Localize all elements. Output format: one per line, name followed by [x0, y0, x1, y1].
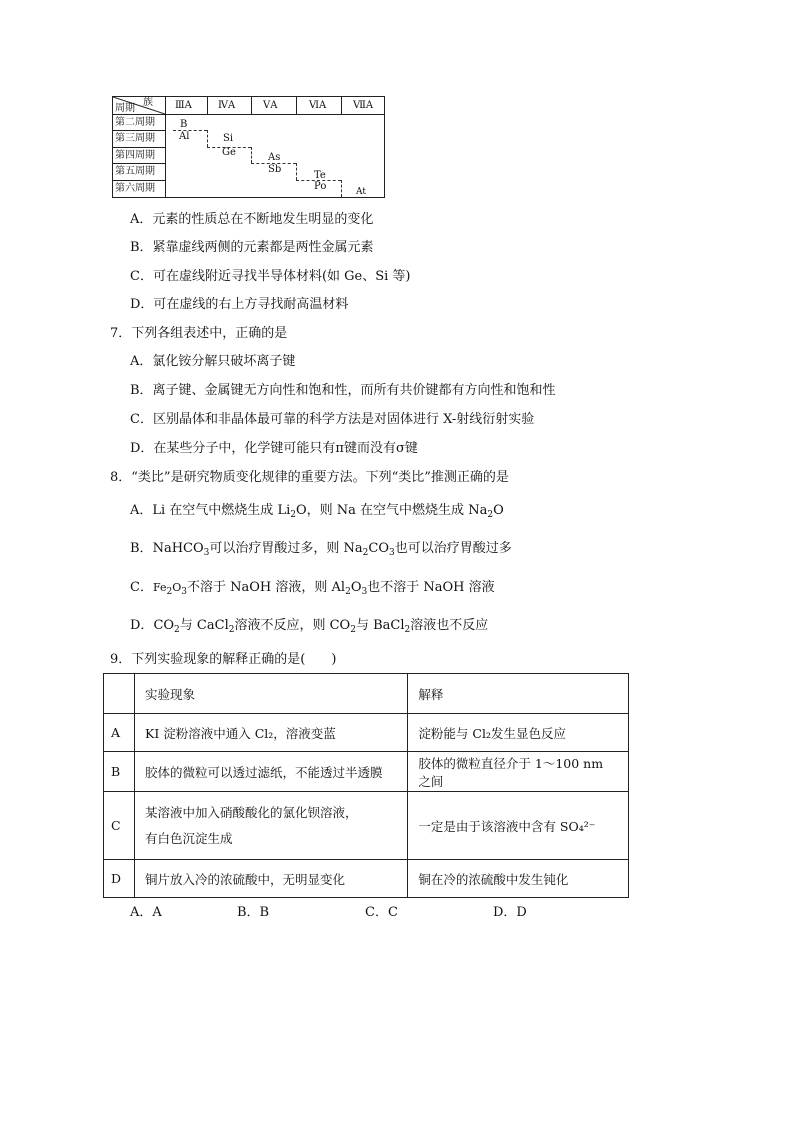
group-rule-2 — [251, 97, 252, 114]
boundary-dash — [207, 130, 208, 147]
table-row — [104, 714, 629, 752]
element-b: B — [180, 119, 188, 130]
q9-choice-a: A．A — [130, 905, 162, 920]
group-7a: ⅦA — [353, 100, 374, 111]
element-po: Po — [314, 181, 327, 192]
row-explanation: 一定是由于该溶液中含有 SO₄²⁻ — [408, 792, 629, 860]
q8-option-c: C．$Fe_2O_3$不溶于 NaOH 溶液，则 $Al_2O_3$也不溶于 NaOH 溶液 — [130, 580, 495, 597]
period-rule-2 — [113, 147, 165, 148]
element-at: At — [356, 187, 366, 197]
q7-stem: 7．下列各组表述中，正确的是 — [110, 326, 288, 341]
q7-option-c: C．区别晶体和非晶体最可靠的科学方法是对固体进行 X-射线衍射实验 — [130, 412, 535, 427]
element-ge: Ge — [222, 147, 236, 158]
period-rule-1 — [113, 130, 165, 131]
period-6: 第六周期 — [115, 183, 155, 194]
row-phenomenon: 某溶液中加入硝酸酸化的氯化钡溶液， 有白色沉淀生成 — [134, 792, 407, 860]
element-al: Al — [179, 131, 190, 142]
q9-choice-d: D．D — [493, 905, 527, 920]
header-rule — [113, 114, 384, 115]
period-2: 第二周期 — [115, 117, 155, 128]
row-label: C — [104, 792, 135, 860]
boundary-dash — [207, 147, 251, 148]
header-period-label: 周期 — [115, 103, 135, 114]
period-4: 第四周期 — [115, 150, 155, 161]
row-label: D — [104, 860, 135, 898]
q9-table — [103, 673, 629, 898]
q8-option-b: B．NaHCO$_3$可以治疗胃酸过多，则 $Na_2CO_3$也可以治疗胃酸过多 — [130, 541, 512, 558]
group-rule-4 — [341, 97, 342, 114]
q7-option-d: D．在某些分子中，化学键可能只有π键而没有σ键 — [130, 441, 418, 456]
header-cell-phenomenon: 实验现象 — [134, 674, 407, 714]
period-rule-3 — [113, 163, 165, 164]
group-rule-3 — [296, 97, 297, 114]
group-4a: ⅣA — [218, 100, 236, 111]
header-cell-explanation: 解释 — [408, 674, 629, 714]
period-rule-4 — [113, 180, 165, 181]
period-5: 第五周期 — [115, 166, 155, 177]
row-phenomenon: 铜片放入冷的浓硫酸中，无明显变化 — [134, 860, 407, 898]
boundary-dash — [341, 180, 342, 197]
boundary-dash — [251, 163, 296, 164]
q7-option-b: B．离子键、金属键无方向性和饱和性，而所有共价键都有方向性和饱和性 — [130, 383, 556, 398]
row-explanation: 胶体的微粒直径介于 1～100 nm 之间 — [408, 752, 629, 792]
q6-option-b: B．紧靠虚线两侧的元素都是两性金属元素 — [130, 240, 374, 255]
periodic-table-fragment — [112, 96, 385, 198]
q9-stem: 9．下列实验现象的解释正确的是( ) — [110, 652, 337, 667]
group-rule-1 — [207, 97, 208, 114]
row-label: B — [104, 752, 135, 792]
group-5a: ⅤA — [263, 100, 278, 111]
row-label: A — [104, 714, 135, 752]
element-te: Te — [314, 170, 326, 181]
element-as: As — [268, 152, 281, 163]
row-explanation: 铜在冷的浓硫酸中发生钝化 — [408, 860, 629, 898]
period-column-rule — [165, 97, 166, 197]
period-3: 第三周期 — [115, 133, 155, 144]
q8-stem: 8．“类比”是研究物质变化规律的重要方法。下列“类比”推测正确的是 — [110, 470, 509, 485]
row-phenomenon: 胶体的微粒可以透过滤纸，不能透过半透膜 — [134, 752, 407, 792]
q7-option-a: A．氯化铵分解只破坏离子键 — [130, 354, 296, 369]
table-row — [104, 752, 629, 792]
header-group-label: 族 — [143, 97, 153, 108]
q8-option-a: A．Li 在空气中燃烧生成 $Li_2O$，则 Na 在空气中燃烧生成 $Na_2O$ — [130, 503, 504, 520]
row-phenomenon: KI 淀粉溶液中通入 Cl₂，溶液变蓝 — [134, 714, 407, 752]
element-si: Si — [223, 133, 234, 144]
table-row — [104, 792, 629, 860]
header-cell-label — [104, 674, 135, 714]
q6-option-d: D．可在虚线的右上方寻找耐高温材料 — [130, 297, 349, 312]
element-sb: Sb — [268, 164, 282, 175]
boundary-dash — [296, 180, 341, 181]
q6-option-c: C．可在虚线附近寻找半导体材料(如 Ge、Si 等) — [130, 269, 411, 284]
table-row — [104, 860, 629, 898]
group-3a: ⅢA — [175, 100, 192, 111]
q6-option-a: A．元素的性质总在不断地发生明显的变化 — [130, 212, 374, 227]
boundary-dash — [296, 163, 297, 180]
boundary-dash — [173, 130, 207, 131]
row-explanation: 淀粉能与 Cl₂发生显色反应 — [408, 714, 629, 752]
q9-choice-c: C．C — [365, 905, 398, 920]
q9-choice-b: B．B — [237, 905, 270, 920]
table-header-row — [104, 674, 629, 714]
group-6a: ⅥA — [309, 100, 327, 111]
boundary-dash — [251, 147, 252, 163]
q8-option-d: D．$CO_2$与 CaCl$_2$溶液不反应，则 $CO_2$与 BaCl$_2$溶液也不反应 — [130, 618, 489, 635]
